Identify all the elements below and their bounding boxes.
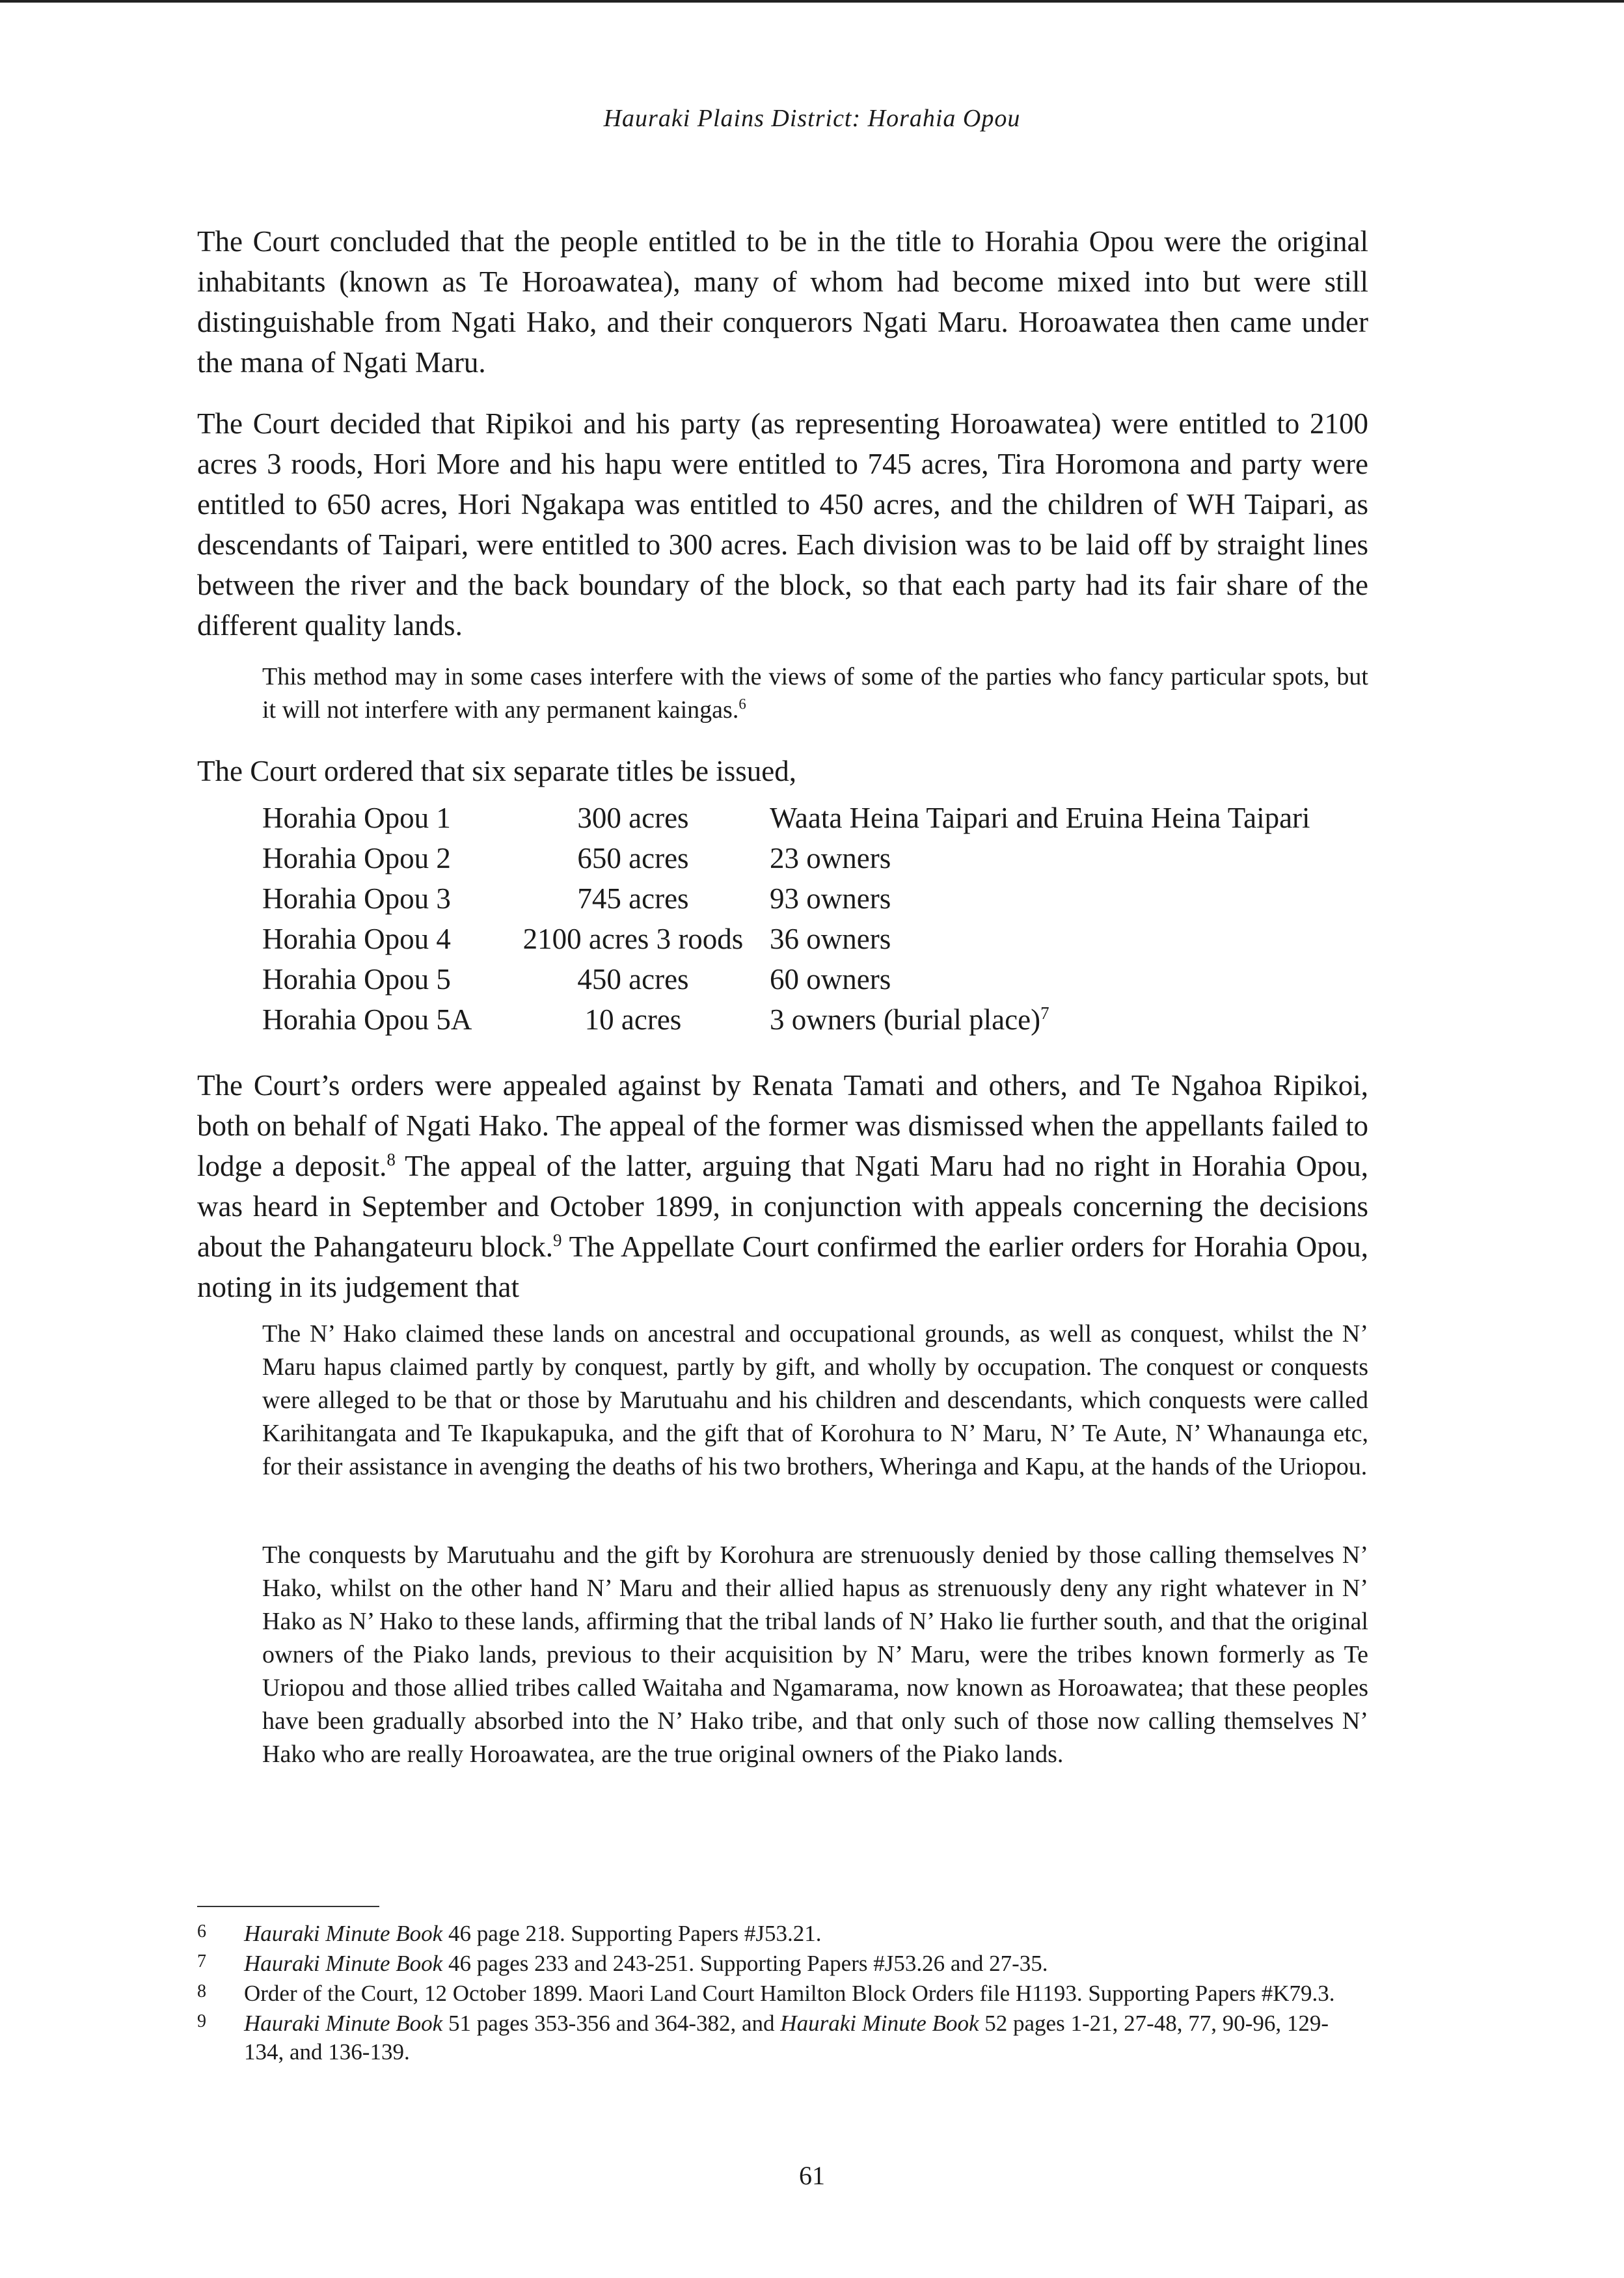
title-name-cell: Horahia Opou 1: [262, 802, 451, 834]
title-name-cell: Horahia Opou 3: [262, 882, 451, 915]
footnote-ref-7[interactable]: 7: [1040, 1003, 1049, 1023]
title-area-cell: 2100 acres 3 roods: [522, 923, 744, 955]
title-name-cell: Horahia Opou 5A: [262, 1003, 472, 1036]
paragraph-appeals-part-2: The appeal of the latter, arguing that Ngati Maru had no right in Horahia Opou, was heard in September and October 1899, in conjunction with appeals concerning the decisions about the Pahangateuru block.: [197, 1150, 1368, 1263]
paragraph-court-concluded: The Court concluded that the people entitled to be in the title to Horahia Opou were the original inhabitants (known as Te Horoawatea), many of whom had become mixed into but were still distinguishable from Ngati Hako, and their conquerors Ngati Maru. Horoawatea then came under the mana of Ngati Maru.: [197, 225, 1368, 379]
title-name-cell: Horahia Opou 5: [262, 963, 451, 996]
footnote-text: [244, 2009, 1368, 2067]
footnote-6: [197, 1919, 1368, 1948]
table-row: [262, 798, 1375, 838]
source-title: Hauraki Minute Book: [244, 2011, 443, 2036]
footnote-ref-8[interactable]: 8: [386, 1150, 396, 1169]
title-owners-text: 93 owners: [770, 882, 891, 915]
title-area-cell: 745 acres: [577, 882, 689, 915]
title-name-cell: Horahia Opou 2: [262, 842, 451, 875]
footnote-text: [244, 1979, 1368, 2008]
top-border-rule: [0, 0, 1624, 3]
title-area-cell: 450 acres: [577, 963, 689, 996]
block-quote-method-text: This method may in some cases interfere with the views of some of the parties who fancy particular spots, but it will not interfere with any permanent kaingas.: [262, 663, 1368, 724]
footnote-number: 7: [197, 1951, 206, 1972]
paragraph-appeals-part-1: The Court’s orders were appealed against by Renata Tamati and others, and Te Ngahoa Ripikoi, both on behalf of Ngati Hako. The appeal of the former was dismissed when the appellants failed to lodge a deposit.: [197, 1069, 1368, 1182]
title-owners-cell: [763, 999, 1375, 1040]
footnote-number: 6: [197, 1921, 206, 1942]
paragraph-six-titles: The Court ordered that six separate titles be issued,: [197, 755, 796, 787]
title-owners-text: Waata Heina Taipari and Eruina Heina Taipari: [770, 802, 1310, 834]
footnote-detail: 51 pages 353-356 and 364-382, and: [442, 2011, 781, 2036]
footnote-detail: 46 pages 233 and 243-251. Supporting Papers #J53.26 and 27-35.: [442, 1951, 1048, 1976]
footnote-ref-9[interactable]: 9: [552, 1230, 562, 1250]
footnote-detail: 52 pages 1-21, 27-48, 77, 90-96, 129-134, and 136-139.: [244, 2011, 1329, 2065]
paragraph-appeals: [197, 1065, 1368, 1307]
table-row: [262, 959, 1375, 999]
paragraph-court-decided: The Court decided that Ripikoi and his party (as representing Horoawatea) were entitled to 2100 acres 3 roods, Hori More and his hapu were entitled to 745 acres, Tira Horomona and party were entitled to 650 acres, Hori Ngakapa was entitled to 450 acres, and the children of WH Taipari, as descendants of Taipari, were entitled to 300 acres. Each division was to be laid off by straight lines between the river and the back boundary of the block, so that each party had its fair share of the different quality lands.: [197, 407, 1368, 642]
source-title: Hauraki Minute Book: [244, 1951, 443, 1976]
footnote-text: [244, 1919, 1368, 1948]
footnote-8: [197, 1979, 1368, 2008]
footnote-number: 8: [197, 1981, 206, 2001]
table-row: [262, 999, 1375, 1040]
footnote-number: 9: [197, 2011, 206, 2031]
titles-table: [262, 798, 1375, 1040]
page-number: 61: [799, 2161, 825, 2190]
title-owners-cell: [763, 919, 1375, 959]
table-row: [262, 919, 1375, 959]
title-owners-text: 23 owners: [770, 842, 891, 875]
source-title: Hauraki Minute Book: [780, 2011, 979, 2036]
table-row: [262, 838, 1375, 878]
title-owners-cell: [763, 878, 1375, 919]
footnote-ref-6[interactable]: 6: [738, 696, 746, 712]
title-owners-cell: [763, 838, 1375, 878]
footnote-text: [244, 1949, 1368, 1978]
title-owners-text: 60 owners: [770, 963, 891, 996]
title-area-cell: 650 acres: [577, 842, 689, 875]
title-owners-text: 36 owners: [770, 923, 891, 955]
title-area-cell: 300 acres: [577, 802, 689, 834]
footnote-detail: 46 page 218. Supporting Papers #J53.21.: [442, 1921, 822, 1946]
footnote-detail: Order of the Court, 12 October 1899. Maori Land Court Hamilton Block Orders file H1193. Supporting Papers #K79.3.: [244, 1981, 1335, 2006]
title-owners-text: 3 owners (burial place): [770, 1003, 1041, 1036]
title-area-cell: 10 acres: [584, 1003, 682, 1036]
title-name-cell: Horahia Opou 4: [262, 923, 451, 955]
footnote-7: [197, 1949, 1368, 1978]
paragraph-appeals-part-3: The Appellate Court confirmed the earlier orders for Horahia Opou, noting in its judgement that: [197, 1230, 1368, 1303]
footnote-separator: [197, 1906, 379, 1907]
footnote-9: [197, 2009, 1368, 2067]
footnotes: [197, 1919, 1368, 2068]
titles-table-body: [262, 798, 1375, 1040]
table-row: [262, 878, 1375, 919]
source-title: Hauraki Minute Book: [244, 1921, 443, 1946]
title-owners-cell: [763, 798, 1375, 838]
block-quote-method: [262, 660, 1368, 727]
block-quote-n-hako-claims: The N’ Hako claimed these lands on ancestral and occupational grounds, as well as conquest, whilst the N’ Maru hapus claimed partly by conquest, partly by gift, and wholly by occupation. The conquest or conquests were alleged to be that or those by Marutuahu and his children and descendants, which conquests were called Karihitangata and Te Ikapukapuka, and the gift that of Korohura to N’ Maru, N’ Te Aute, N’ Whanaunga etc, for their assistance in avenging the deaths of his two brothers, Wheringa and Kapu, at the hands of the Uriopou.: [262, 1320, 1368, 1480]
running-header: Hauraki Plains District: Horahia Opou: [603, 105, 1021, 132]
block-quote-conquests-denied: The conquests by Marutuahu and the gift by Korohura are strenuously denied by those calling themselves N’ Hako, whilst on the other hand N’ Maru and their allied hapus as strenuously deny any right whatever in N’ Hako as N’ Hako to these lands, affirming that the tribal lands of N’ Hako lie further south, and that the original owners of the Piako lands, previous to their acquisition by N’ Maru, were the tribes known formerly as Te Uriopou and those allied tribes called Waitaha and Ngamarama, now known as Horoawatea; that these peoples have been gradually absorbed into the N’ Hako tribe, and that only such of those now calling themselves N’ Hako who are really Horoawatea, are the true original owners of the Piako lands.: [262, 1541, 1368, 1768]
title-owners-cell: [763, 959, 1375, 999]
